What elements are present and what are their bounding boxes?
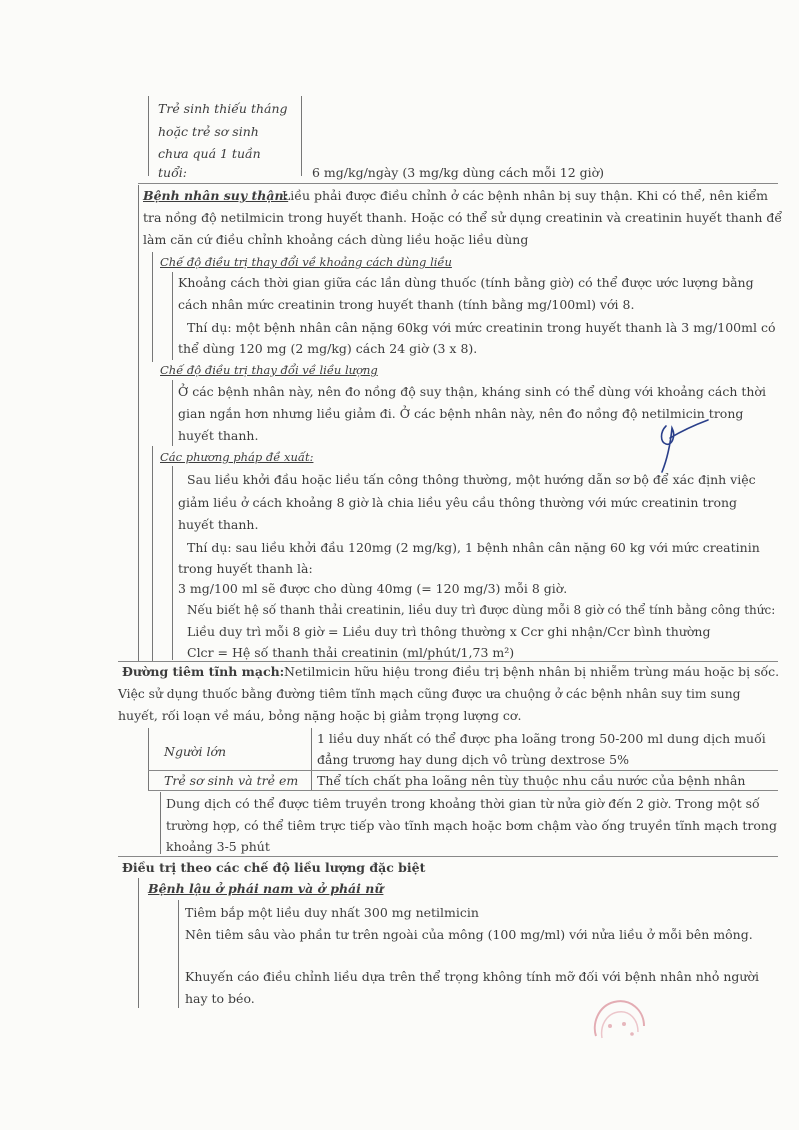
table-border-bottom bbox=[138, 183, 778, 184]
renal-intro-line: tra nồng độ netilmicin trong huyết thanh. Hoặc có thể sử dụng creatinin và creatinin huyết thanh để bbox=[143, 210, 783, 225]
gonorrhea-line: Tiêm bắp một liều duy nhất 300 mg netilmicin bbox=[185, 905, 479, 920]
iv-table-middle-border bbox=[311, 728, 312, 790]
iv-adult-label: Người lớn bbox=[164, 744, 227, 759]
table-border-left bbox=[148, 96, 149, 176]
methods-line: Clcr = Hệ số thanh thải creatinin (ml/phút/1,73 m²) bbox=[187, 645, 515, 660]
gonorrhea-title: Bệnh lậu ở phái nam và ở phái nữ bbox=[148, 881, 384, 896]
weight-line: hay to béo. bbox=[185, 991, 255, 1006]
regimen2-line: gian ngắn hơn nhưng liều giảm đi. Ở các bệnh nhân này, nên đo nồng độ netilmicin trong bbox=[178, 406, 744, 421]
dose-row-label-line: Trẻ sinh thiếu tháng bbox=[158, 101, 288, 116]
gonorrhea-inner-border bbox=[178, 900, 179, 1008]
dose-row-label-line: tuổi: bbox=[158, 165, 187, 180]
regimen2-line: huyết thanh. bbox=[178, 428, 259, 443]
dose-row-label-line: chưa quá 1 tuần bbox=[158, 146, 261, 161]
regimen1-title: Chế độ điều trị thay đổi về khoảng cách dùng liều bbox=[160, 255, 452, 269]
methods-line: Thí dụ: sau liều khởi đầu 120mg (2 mg/kg), 1 bệnh nhân cân nặng 60 kg với mức creatinin bbox=[187, 540, 760, 555]
iv-child-label: Trẻ sơ sinh và trẻ em bbox=[164, 773, 299, 788]
methods-line: huyết thanh. bbox=[178, 517, 259, 532]
iv-child-text: Thể tích chất pha loãng nên tùy thuộc nhu cầu nước của bệnh nhân bbox=[317, 773, 746, 788]
section-divider bbox=[118, 661, 778, 662]
regimen1-line: cách nhân mức creatinin trong huyết thanh (tính bằng mg/100ml) với 8. bbox=[178, 297, 635, 312]
methods-line: Sau liều khởi đầu hoặc liều tấn công thông thường, một hướng dẫn sơ bộ để xác định việc bbox=[187, 472, 756, 487]
renal-intro-line: làm căn cứ điều chỉnh khoảng cách dùng liều hoặc liều dùng bbox=[143, 232, 529, 247]
iv-table-bottom-border bbox=[148, 790, 778, 791]
regimen1-line: Thí dụ: một bệnh nhân cân nặng 60kg với mức creatinin trong huyết thanh là 3 mg/100ml có bbox=[187, 320, 776, 335]
special-heading: Điều trị theo các chế độ liều lượng đặc biệt bbox=[122, 860, 426, 875]
iv-intro-line: Việc sử dụng thuốc bằng đường tiêm tĩnh mạch cũng được ưa chuộng ở các bệnh nhân suy tim sung bbox=[118, 687, 741, 701]
renal-intro-line: Liều phải được điều chỉnh ở các bệnh nhân bị suy thận. Khi có thể, nên kiểm bbox=[282, 188, 769, 203]
dose-row-label-line: hoặc trẻ sơ sinh bbox=[158, 124, 259, 139]
iv-heading: Đường tiêm tĩnh mạch: bbox=[122, 664, 285, 679]
methods-line: Liều duy trì mỗi 8 giờ = Liều duy trì thông thường x Ccr ghi nhận/Ccr bình thường bbox=[187, 624, 711, 639]
methods-inner-border bbox=[172, 466, 173, 660]
regimen1-inner-border bbox=[172, 272, 173, 360]
iv-table-row-divider bbox=[148, 770, 778, 771]
table-border-middle bbox=[301, 96, 302, 176]
methods-line: 3 mg/100 ml sẽ được cho dùng 40mg (= 120 mg/3) mỗi 8 giờ. bbox=[178, 581, 568, 596]
regimen2-title: Chế độ điều trị thay đổi về liều lượng bbox=[160, 363, 378, 377]
regimen1-line: Khoảng cách thời gian giữa các lần dùng thuốc (tính bằng giờ) có thể được ước lượng bằng bbox=[178, 275, 754, 290]
iv-adult-line: 1 liều duy nhất có thể được pha loãng trong 50-200 ml dung dịch muối bbox=[317, 731, 766, 746]
section-divider bbox=[118, 856, 778, 857]
signature-mark bbox=[652, 418, 712, 476]
dose-row-value: 6 mg/kg/ngày (3 mg/kg dùng cách mỗi 12 giờ) bbox=[312, 165, 605, 180]
regimen2-inner-border bbox=[172, 380, 173, 446]
renal-heading: Bệnh nhân suy thận: bbox=[143, 188, 289, 203]
iv-adult-line: đẳng trương hay dung dịch vô trùng dextrose 5% bbox=[317, 752, 629, 767]
regimen1-line: thể dùng 120 mg (2 mg/kg) cách 24 giờ (3 x 8). bbox=[178, 341, 478, 356]
iv-note-border bbox=[160, 792, 161, 854]
regimen1-border bbox=[152, 252, 153, 362]
methods-border bbox=[152, 446, 153, 662]
methods-title: Các phương pháp đề xuất: bbox=[160, 450, 314, 464]
iv-note-line: khoảng 3-5 phút bbox=[166, 839, 270, 854]
iv-note-line: Dung dịch có thể được tiêm truyền trong khoảng thời gian từ nửa giờ đến 2 giờ. Trong một số bbox=[166, 796, 760, 811]
iv-table-left-border bbox=[148, 728, 149, 790]
weight-line: Khuyến cáo điều chỉnh liều dựa trên thể trọng không tính mỡ đối với bệnh nhân nhỏ người bbox=[185, 969, 759, 984]
methods-line: Nếu biết hệ số thanh thải creatinin, liều duy trì được dùng mỗi 8 giờ có thể tính bằng công thức: bbox=[187, 603, 776, 617]
methods-line: giảm liều ở cách khoảng 8 giờ là chia liều yêu cầu thông thường với mức creatinin trong bbox=[178, 495, 738, 510]
methods-line: trong huyết thanh là: bbox=[178, 561, 313, 576]
iv-note-line: trường hợp, có thể tiêm trực tiếp vào tĩnh mạch hoặc bơm chậm vào ống truyền tĩnh mạch trong bbox=[166, 818, 777, 833]
special-border bbox=[138, 878, 139, 1008]
iv-intro-line: Netilmicin hữu hiệu trong điều trị bệnh nhân bị nhiễm trùng máu hoặc bị sốc. bbox=[284, 664, 780, 679]
iv-intro-line: huyết, rối loạn về máu, bỏng nặng hoặc bị giảm trọng lượng cơ. bbox=[118, 708, 522, 723]
gonorrhea-line: Nên tiêm sâu vào phần tư trên ngoài của mông (100 mg/ml) với nửa liều ở mỗi bên mông. bbox=[185, 927, 753, 942]
renal-section-border bbox=[138, 185, 139, 662]
stamp-mark bbox=[590, 996, 648, 1044]
regimen2-line: Ở các bệnh nhân này, nên đo nồng độ suy thận, kháng sinh có thể dùng với khoảng cách thời bbox=[178, 384, 766, 399]
